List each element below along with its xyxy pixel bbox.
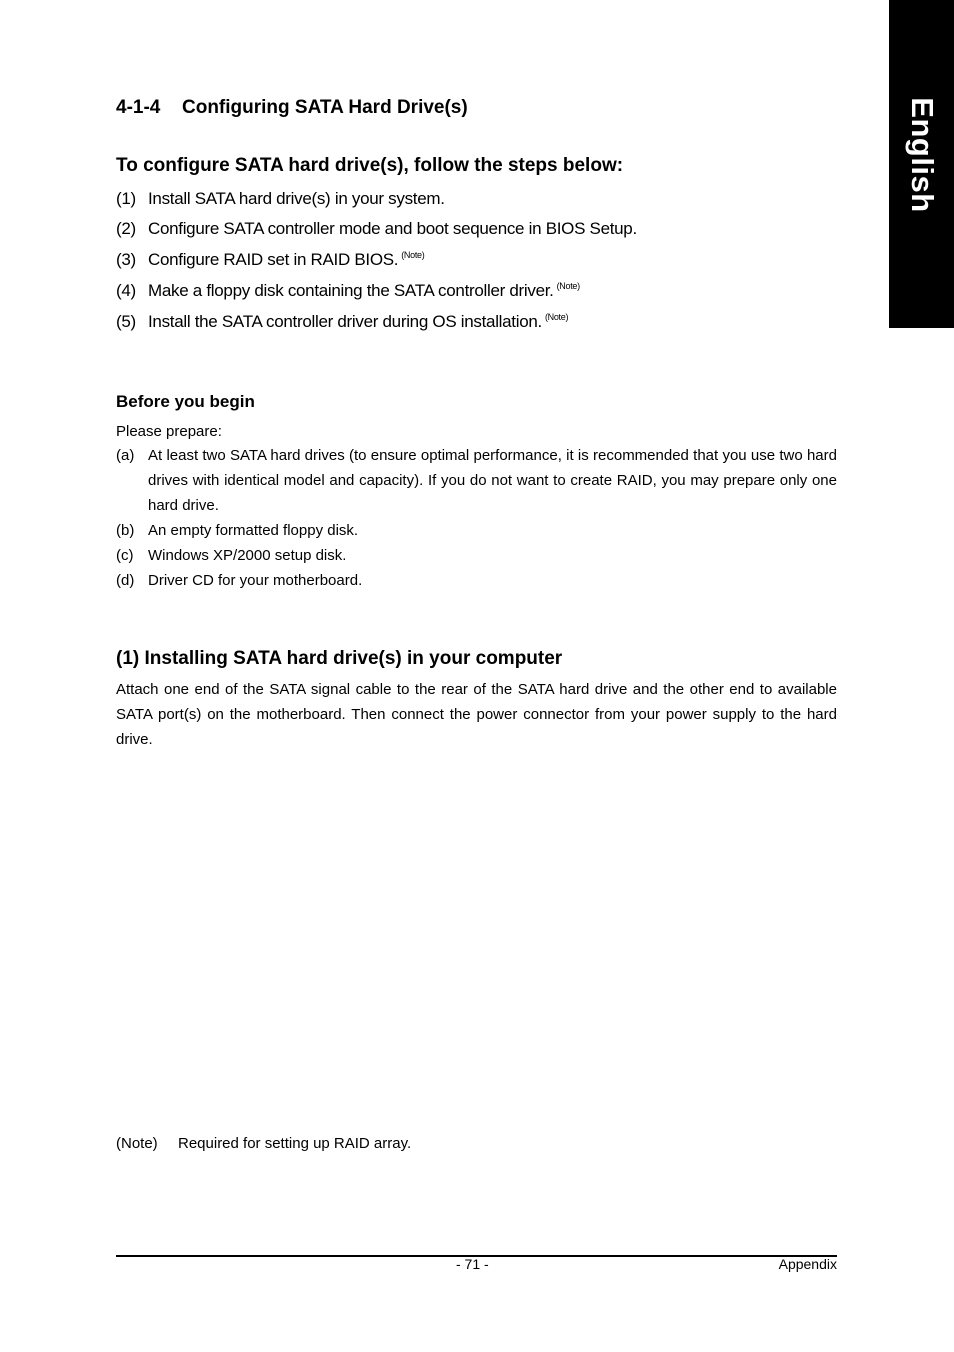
footnote-label: (Note) bbox=[116, 1135, 158, 1152]
prep-number: (a) bbox=[116, 447, 135, 464]
step-text: Make a floppy disk containing the SATA controller driver. bbox=[148, 281, 554, 300]
install-heading: (1) Installing SATA hard drive(s) in your computer bbox=[116, 648, 563, 669]
section-title bbox=[116, 97, 468, 119]
language-tab bbox=[889, 0, 954, 328]
step-number: (2) bbox=[116, 219, 136, 238]
prep-number: (c) bbox=[116, 547, 134, 564]
language-tab-label: English bbox=[904, 97, 940, 213]
prep-number: (b) bbox=[116, 522, 135, 539]
step-number: (3) bbox=[116, 250, 136, 269]
prep-text: Driver CD for your motherboard. bbox=[148, 572, 363, 589]
step-note: (Note) bbox=[401, 250, 425, 260]
prep-text: At least two SATA hard drives (to ensure optimal performance, it is recommended that you use two hard drives with identical model and capacity). If you do not want to create RAID, you may prepare only one hard drive. bbox=[148, 447, 837, 514]
prep-text: An empty formatted floppy disk. bbox=[148, 522, 359, 539]
section-number: 4-1-4 bbox=[116, 97, 161, 118]
before-heading: Before you begin bbox=[116, 392, 255, 411]
prep-number: (d) bbox=[116, 572, 135, 589]
step-number: (1) bbox=[116, 189, 136, 208]
step-number: (4) bbox=[116, 281, 136, 300]
step-note: (Note) bbox=[544, 312, 569, 322]
step-text: Install the SATA controller driver during OS installation. bbox=[148, 312, 542, 331]
page-number: - 71 - bbox=[456, 1256, 489, 1272]
step-text: Install SATA hard drive(s) in your system. bbox=[148, 189, 445, 208]
step-text: Configure RAID set in RAID BIOS. bbox=[148, 250, 399, 269]
prep-text: Windows XP/2000 setup disk. bbox=[148, 547, 347, 564]
install-paragraph: Attach one end of the SATA signal cable to the rear of the SATA hard drive and the other end to available SATA port(s) on the motherboard. Then connect the power connector from your power supply to the hard drive. bbox=[116, 681, 837, 748]
footnote bbox=[116, 1135, 412, 1152]
footer-section: Appendix bbox=[778, 1256, 837, 1272]
section-title-text: Configuring SATA Hard Drive(s) bbox=[182, 97, 468, 118]
step-number: (5) bbox=[116, 312, 136, 331]
step-text: Configure SATA controller mode and boot sequence in BIOS Setup. bbox=[148, 219, 637, 238]
before-intro: Please prepare: bbox=[116, 423, 222, 440]
step-note: (Note) bbox=[556, 281, 580, 291]
steps-lead: To configure SATA hard drive(s), follow the steps below: bbox=[116, 155, 624, 176]
footnote-text: Required for setting up RAID array. bbox=[178, 1135, 412, 1152]
